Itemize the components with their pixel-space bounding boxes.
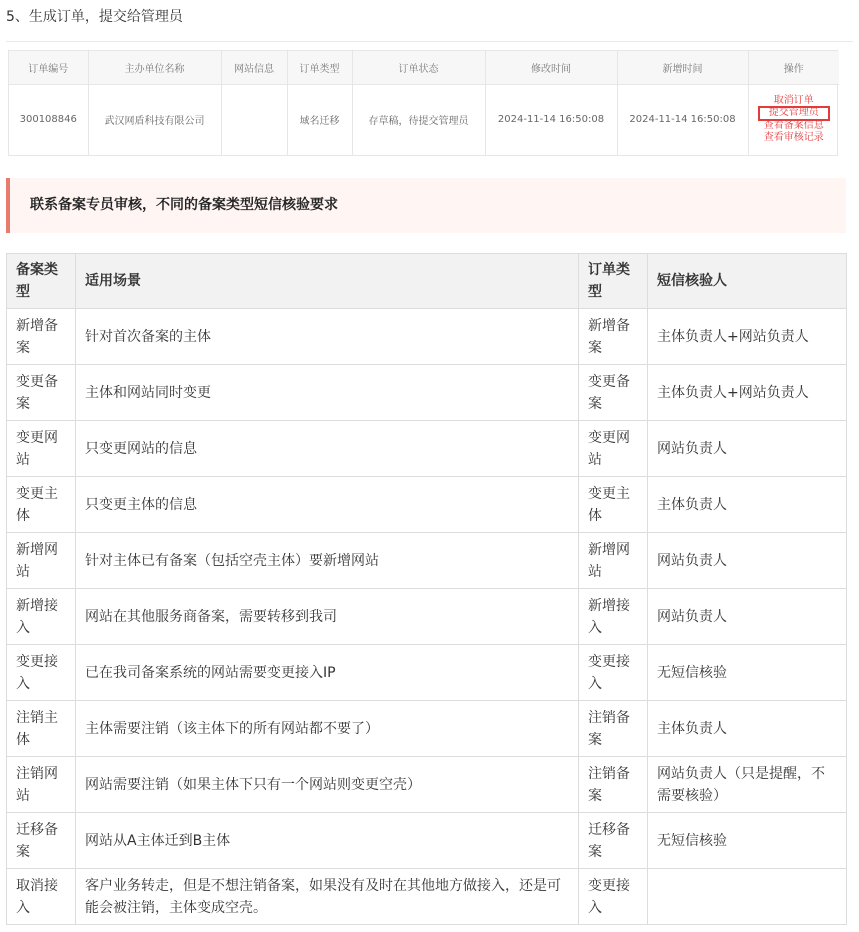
- col-header-modified: 修改时间: [485, 51, 617, 84]
- order-type-cell: 变更网站: [579, 421, 648, 477]
- sms-verifier-cell: 主体负责人: [648, 477, 847, 533]
- modified-time: 2024-11-14 16:50:08: [485, 84, 617, 155]
- header-sms-verifier: 短信核验人: [648, 254, 847, 309]
- rules-header-row: [7, 254, 847, 309]
- order-type-cell: 变更接入: [579, 869, 648, 925]
- order-type-cell: 变更主体: [579, 477, 648, 533]
- sms-verifier-cell: 主体负责人+网站负责人: [648, 309, 847, 365]
- table-row: [7, 533, 847, 589]
- filing-type-cell: 变更接入: [7, 645, 76, 701]
- order-type-cell: 变更备案: [579, 365, 648, 421]
- order-type-cell: 新增接入: [579, 589, 648, 645]
- sms-verifier-cell: 主体负责人: [648, 701, 847, 757]
- filing-type-cell: 取消接入: [7, 869, 76, 925]
- created-time: 2024-11-14 16:50:08: [617, 84, 748, 155]
- order-type-cell: 新增网站: [579, 533, 648, 589]
- scenario-cell: 已在我司备案系统的网站需要变更接入IP: [76, 645, 579, 701]
- col-header-status: 订单状态: [352, 51, 485, 84]
- order-type-cell: 迁移备案: [579, 813, 648, 869]
- actions-cell: [748, 84, 839, 155]
- scenario-cell: 主体和网站同时变更: [76, 365, 579, 421]
- order-table: [9, 51, 839, 155]
- scenario-cell: 客户业务转走，但是不想注销备案，如果没有及时在其他地方做接入，还是可能会被注销，主体变成空壳。: [76, 869, 579, 925]
- sms-verifier-cell: [648, 869, 847, 925]
- header-filing-type: 备案类型: [7, 254, 76, 309]
- order-type-cell: 注销备案: [579, 757, 648, 813]
- table-row: [7, 645, 847, 701]
- sms-verifier-cell: 网站负责人: [648, 533, 847, 589]
- table-row: [7, 309, 847, 365]
- sms-verifier-cell: 主体负责人+网站负责人: [648, 365, 847, 421]
- scenario-cell: 网站需要注销（如果主体下只有一个网站则变更空壳）: [76, 757, 579, 813]
- table-row: [7, 869, 847, 925]
- order-row: [9, 84, 839, 155]
- order-type-cell: 新增备案: [579, 309, 648, 365]
- order-status: 存草稿，待提交管理员: [352, 84, 485, 155]
- order-type: 域名迁移: [287, 84, 352, 155]
- scenario-cell: 针对首次备案的主体: [76, 309, 579, 365]
- view-audit-log-link[interactable]: 查看审核记录: [763, 132, 824, 144]
- rules-body: [7, 309, 847, 925]
- col-header-actions: 操作: [748, 51, 839, 84]
- sms-verifier-cell: 网站负责人（只是提醒，不需要核验）: [648, 757, 847, 813]
- table-row: [7, 589, 847, 645]
- order-type-cell: 注销备案: [579, 701, 648, 757]
- table-row: [7, 757, 847, 813]
- divider: [6, 41, 853, 42]
- submit-admin-link[interactable]: 提交管理员: [759, 107, 830, 120]
- col-header-org-name: 主办单位名称: [88, 51, 221, 84]
- filing-type-cell: 变更主体: [7, 477, 76, 533]
- filing-type-cell: 注销主体: [7, 701, 76, 757]
- filing-type-cell: 变更网站: [7, 421, 76, 477]
- filing-rules-table: [6, 253, 847, 925]
- scenario-cell: 主体需要注销（该主体下的所有网站都不要了）: [76, 701, 579, 757]
- notice-box: 联系备案专员审核，不同的备案类型短信核验要求: [6, 178, 846, 233]
- scenario-cell: 网站从A主体迁到B主体: [76, 813, 579, 869]
- scenario-cell: 网站在其他服务商备案，需要转移到我司: [76, 589, 579, 645]
- filing-type-cell: 注销网站: [7, 757, 76, 813]
- sms-verifier-cell: 无短信核验: [648, 813, 847, 869]
- order-table-header: [9, 51, 839, 84]
- table-row: [7, 365, 847, 421]
- scenario-cell: 只变更主体的信息: [76, 477, 579, 533]
- cancel-order-link[interactable]: 取消订单: [773, 94, 814, 106]
- order-type-cell: 变更接入: [579, 645, 648, 701]
- order-table-panel: [8, 50, 838, 156]
- site-info: [221, 84, 287, 155]
- col-header-order-type: 订单类型: [287, 51, 352, 84]
- table-row: [7, 813, 847, 869]
- scenario-cell: 针对主体已有备案（包括空壳主体）要新增网站: [76, 533, 579, 589]
- filing-type-cell: 新增网站: [7, 533, 76, 589]
- sms-verifier-cell: 无短信核验: [648, 645, 847, 701]
- table-row: [7, 477, 847, 533]
- table-row: [7, 421, 847, 477]
- filing-type-cell: 新增接入: [7, 589, 76, 645]
- filing-type-cell: 变更备案: [7, 365, 76, 421]
- filing-type-cell: 新增备案: [7, 309, 76, 365]
- sms-verifier-cell: 网站负责人: [648, 589, 847, 645]
- col-header-created: 新增时间: [617, 51, 748, 84]
- col-header-order-id: 订单编号: [9, 51, 88, 84]
- table-row: [7, 701, 847, 757]
- header-order-type: 订单类型: [579, 254, 648, 309]
- scenario-cell: 只变更网站的信息: [76, 421, 579, 477]
- view-filing-info-link[interactable]: 查看备案信息: [763, 119, 824, 131]
- header-scenario: 适用场景: [76, 254, 579, 309]
- org-name: 武汉网盾科技有限公司: [88, 84, 221, 155]
- filing-type-cell: 迁移备案: [7, 813, 76, 869]
- col-header-site-info: 网站信息: [221, 51, 287, 84]
- section-heading: 5、生成订单，提交给管理员: [6, 9, 183, 25]
- sms-verifier-cell: 网站负责人: [648, 421, 847, 477]
- order-id: 300108846: [9, 84, 88, 155]
